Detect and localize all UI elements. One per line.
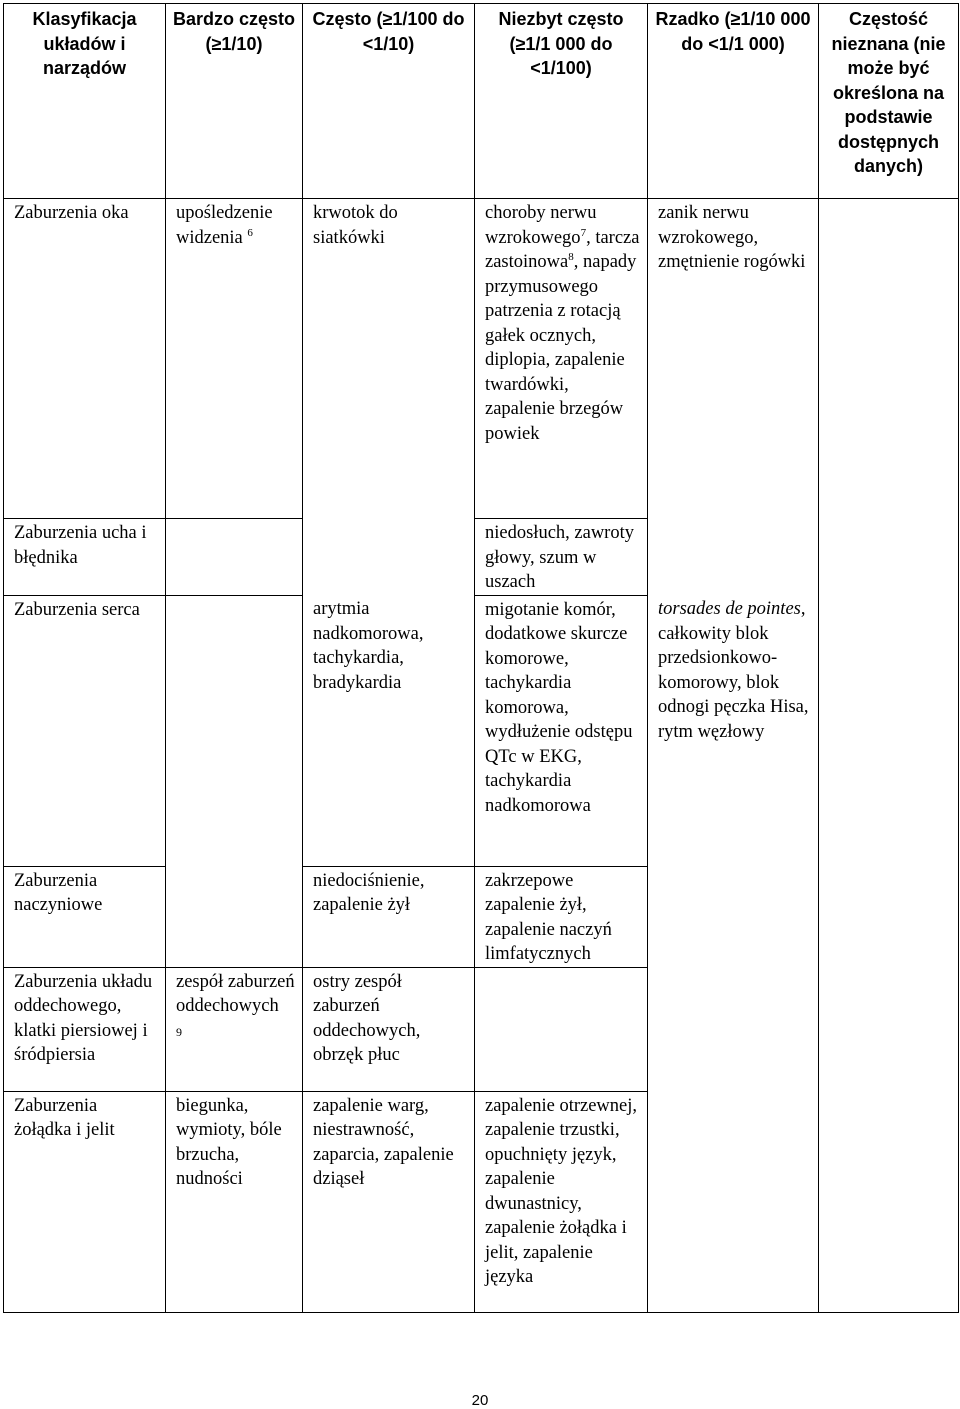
common-cell: arytmia nadkomorowa, tachykardia, bradykardia [303, 595, 475, 866]
footnote-ref: 8 [568, 250, 574, 263]
organ-cell: Zaburzenia żołądka i jelit [4, 1091, 166, 1312]
organ-cell: Zaburzenia ucha i błędnika [4, 519, 166, 596]
very-common-cell: biegunka, wymioty, bóle brzucha, nudności [166, 1091, 303, 1312]
rare-cell: zanik nerwu wzrokowego, zmętnienie rogówki [648, 199, 819, 519]
footnote-ref: 7 [580, 226, 587, 239]
unknown-cell [819, 866, 959, 967]
row-cardiac-disorders [4, 595, 959, 866]
header-unknown: Częstość nieznana (nie może być określona na podstawie dostępnych danych) [819, 4, 959, 199]
organ-cell: Zaburzenia oka [4, 199, 166, 519]
very-common-cell [166, 519, 303, 596]
unknown-cell [819, 595, 959, 866]
common-cell: ostry zespół zaburzeń oddechowych, obrzęk płuc [303, 967, 475, 1091]
common-cell [303, 519, 475, 596]
unknown-cell [819, 1091, 959, 1312]
uncommon-cell: niedosłuch, zawroty głowy, szum w uszach [475, 519, 648, 596]
header-rare: Rzadko (≥1/10 000 do <1/1 000) [648, 4, 819, 199]
header-common: Często (≥1/100 do <1/10) [303, 4, 475, 199]
cell-text: , tarcza zastoinowa [485, 227, 640, 272]
row-ear-disorders [4, 519, 959, 596]
very-common-cell [166, 967, 303, 1091]
row-vascular-disorders [4, 866, 959, 967]
organ-cell: Zaburzenia serca [4, 595, 166, 866]
row-gastrointestinal-disorders [4, 1091, 959, 1312]
footnote-ref: 6 [247, 226, 253, 239]
very-common-cell [166, 595, 303, 866]
header-row [4, 4, 959, 199]
very-common-cell [166, 866, 303, 967]
organ-cell: Zaburzenia naczyniowe [4, 866, 166, 967]
header-uncommon: Niezbyt często (≥1/1 000 do <1/100) [475, 4, 648, 199]
common-cell: niedociśnienie, zapalenie żył [303, 866, 475, 967]
rare-cell [648, 1091, 819, 1312]
uncommon-cell: zapalenie otrzewnej, zapalenie trzustki, opuchnięty język, zapalenie dwunastnicy, zapalenie żołądka i jelit, zapalenie języka [475, 1091, 648, 1312]
unknown-cell [819, 519, 959, 596]
very-common-cell [166, 199, 303, 519]
cell-text: , całkowity blok przedsionkowo-komorowy, blok odnogi pęczka Hisa, rytm węzłowy [658, 599, 809, 742]
unknown-cell [819, 967, 959, 1091]
header-very-common: Bardzo często (≥1/10) [166, 4, 303, 199]
unknown-cell [819, 199, 959, 519]
uncommon-cell [475, 967, 648, 1091]
rare-cell [648, 595, 819, 866]
uncommon-cell [475, 199, 648, 519]
row-eye-disorders [4, 199, 959, 519]
cell-text: torsades de pointes [658, 599, 801, 619]
rare-cell [648, 519, 819, 596]
cell-text: upośledzenie widzenia [176, 203, 273, 248]
cell-text: , napady przymusowego patrzenia z rotacją gałek ocznych, diplopia, zapalenie twardówki, zapalenie brzegów powiek [485, 252, 637, 444]
cell-text: zespół zaburzeń oddechowych [176, 971, 295, 1016]
rare-cell [648, 866, 819, 967]
row-respiratory-disorders [4, 967, 959, 1091]
organ-cell: Zaburzenia układu oddechowego, klatki piersiowej i śródpiersia [4, 967, 166, 1091]
header-organ-class: Klasyfikacja układów i narządów [4, 4, 166, 199]
uncommon-cell: zakrzepowe zapalenie żył, zapalenie naczyń limfatycznych [475, 866, 648, 967]
common-cell: zapalenie warg, niestrawność, zaparcia, zapalenie dziąseł [303, 1091, 475, 1312]
footnote-ref: 9 [176, 1024, 182, 1039]
uncommon-cell: migotanie komór, dodatkowe skurcze komorowe, tachykardia komorowa, wydłużenie odstępu QTc w EKG, tachykardia nadkomorowa [475, 595, 648, 866]
adverse-reactions-table [3, 3, 959, 1313]
page-number: 20 [471, 1392, 489, 1409]
cell-text: choroby nerwu wzrokowego [485, 203, 597, 248]
common-cell: krwotok do siatkówki [303, 199, 475, 519]
rare-cell [648, 967, 819, 1091]
